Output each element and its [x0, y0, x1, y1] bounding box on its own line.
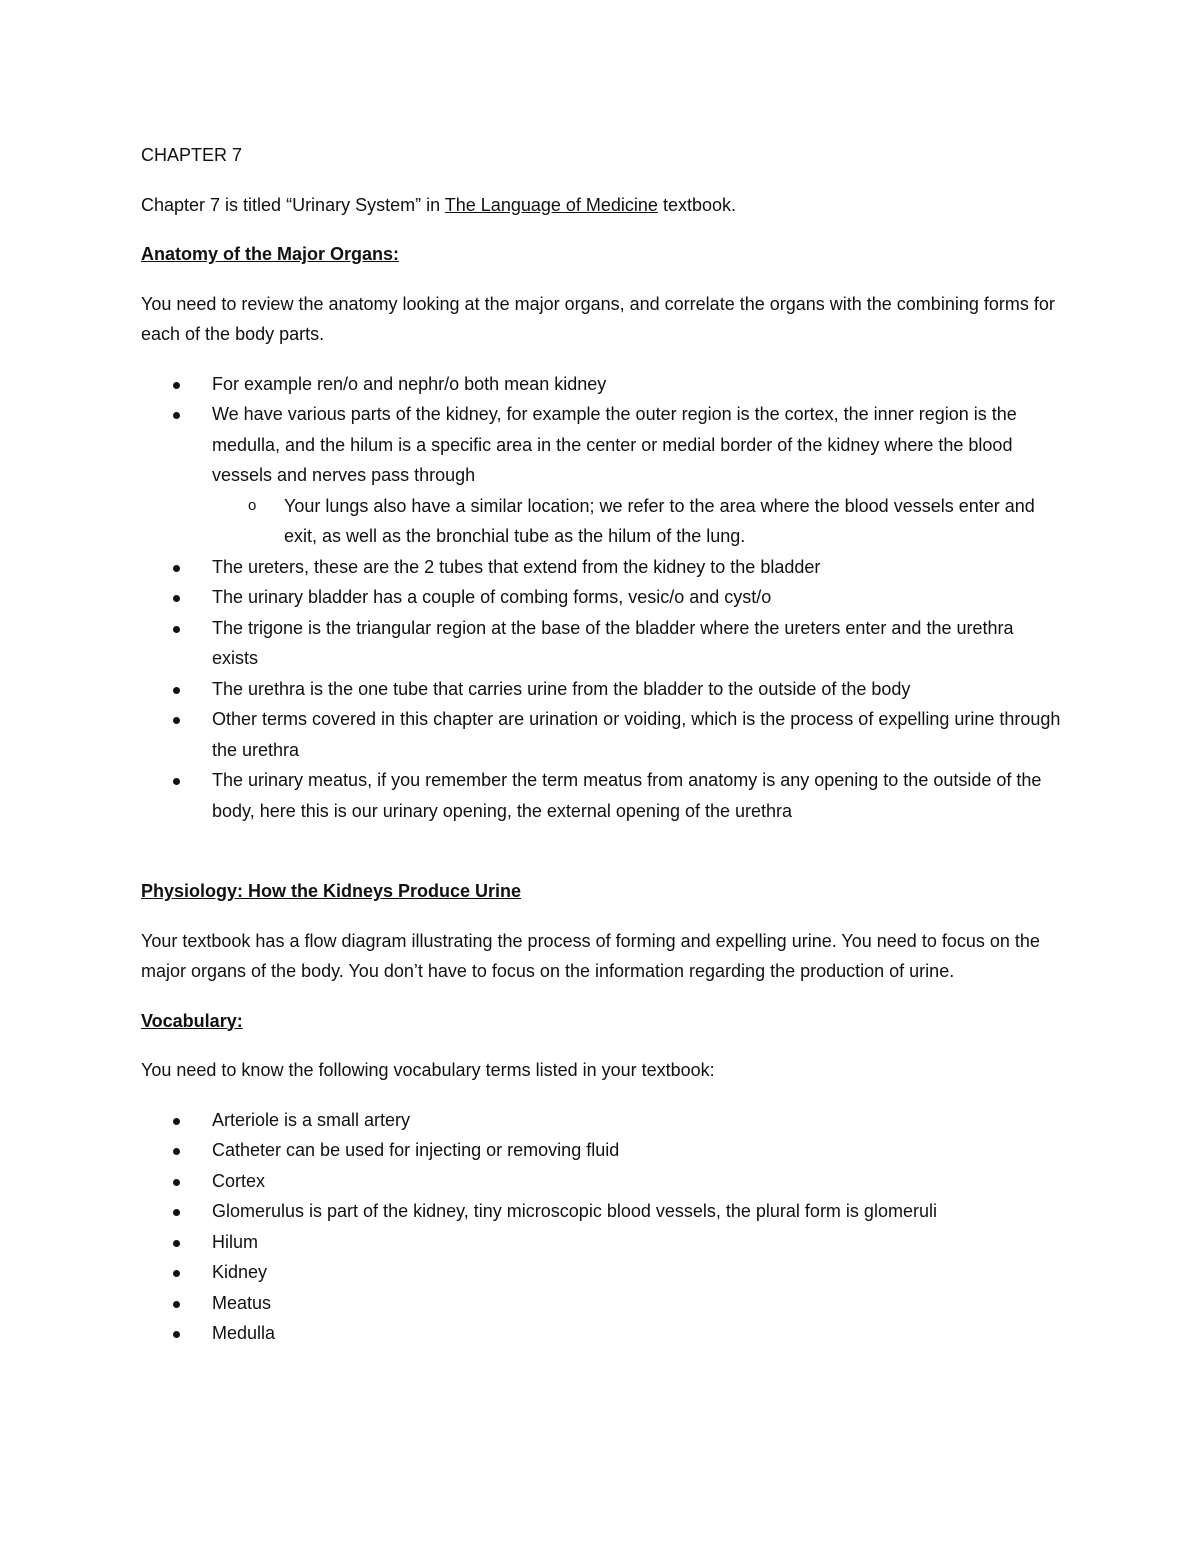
list-item	[141, 369, 1061, 400]
list-item	[141, 1166, 1061, 1197]
vocabulary-heading: Vocabulary:	[141, 1010, 243, 1031]
list-item	[141, 1227, 1061, 1258]
list-item-text: For example ren/o and nephr/o both mean kidney	[212, 373, 607, 394]
bullet-icon	[173, 412, 180, 419]
intro-text-before: Chapter 7 is titled “Urinary System” in	[141, 194, 445, 215]
document-page	[141, 140, 1061, 1349]
list-item	[141, 674, 1061, 705]
list-item-text: We have various parts of the kidney, for example the outer region is the cortex, the inner region is the medulla, and the hilum is a specific area in the center or medial border of the kidney where the blood vessels and nerves pass through	[212, 404, 1017, 485]
list-item	[141, 1196, 1061, 1227]
list-item-text: The trigone is the triangular region at the base of the bladder where the ureters enter and the urethra exists	[212, 617, 1014, 668]
bullet-icon	[173, 1301, 180, 1308]
sub-list-item-text: Your lungs also have a similar location; we refer to the area where the blood vessels enter and exit, as well as the bronchial tube as the hilum of the lung.	[284, 495, 1035, 546]
physiology-paragraph: Your textbook has a flow diagram illustrating the process of forming and expelling urine. You need to focus on the major organs of the body. You don’t have to focus on the information regarding the production of urine.	[141, 930, 1040, 981]
section-spacer	[141, 826, 1061, 876]
bullet-icon	[173, 1179, 180, 1186]
anatomy-sub-list	[212, 491, 1061, 552]
list-item	[141, 399, 1061, 552]
anatomy-list	[141, 369, 1061, 827]
list-item-text: Hilum	[212, 1231, 259, 1252]
list-item-text: The urinary meatus, if you remember the term meatus from anatomy is any opening to the outside of the body, here this is our urinary opening, the external opening of the urethra	[212, 770, 1042, 821]
list-item	[141, 1135, 1061, 1166]
bullet-icon	[173, 1148, 180, 1155]
bullet-icon	[173, 1240, 180, 1247]
list-item-text: The urethra is the one tube that carries urine from the bladder to the outside of the body	[212, 678, 911, 699]
bullet-icon	[173, 565, 180, 572]
bullet-icon	[173, 687, 180, 694]
vocabulary-intro: You need to know the following vocabulary terms listed in your textbook:	[141, 1060, 715, 1080]
list-item-text: Arteriole is a small artery	[212, 1109, 411, 1130]
intro-text-after: textbook.	[657, 194, 736, 215]
list-item	[141, 1288, 1061, 1319]
bullet-icon	[173, 626, 180, 633]
bullet-icon	[173, 778, 180, 785]
bullet-icon	[173, 1331, 180, 1338]
intro-paragraph	[141, 190, 1061, 221]
bullet-icon	[173, 1209, 180, 1216]
list-item	[141, 704, 1061, 765]
list-item	[141, 613, 1061, 674]
physiology-heading: Physiology: How the Kidneys Produce Urine	[141, 881, 522, 901]
book-title: The Language of Medicine	[444, 194, 658, 215]
list-item-text: Meatus	[212, 1292, 272, 1313]
list-item-text: Medulla	[212, 1323, 276, 1343]
sub-list-item	[212, 491, 1061, 552]
list-item-text: Catheter can be used for injecting or removing fluid	[212, 1140, 620, 1160]
bullet-icon	[173, 595, 180, 602]
vocabulary-list	[141, 1105, 1061, 1349]
list-item	[141, 1318, 1061, 1349]
anatomy-intro: You need to review the anatomy looking at the major organs, and correlate the organs with the combining forms for each of the body parts.	[141, 293, 1055, 344]
list-item-text: The urinary bladder has a couple of combing forms, vesic/o and cyst/o	[212, 587, 772, 607]
bullet-icon	[173, 1270, 180, 1277]
list-item	[141, 552, 1061, 583]
list-item-text: Cortex	[212, 1170, 266, 1191]
list-item-text: The ureters, these are the 2 tubes that extend from the kidney to the bladder	[212, 556, 821, 577]
bullet-icon	[173, 717, 180, 724]
list-item	[141, 582, 1061, 613]
list-item	[141, 765, 1061, 826]
list-item	[141, 1257, 1061, 1288]
list-item	[141, 1105, 1061, 1136]
bullet-icon	[173, 382, 180, 389]
list-item-text: Glomerulus is part of the kidney, tiny microscopic blood vessels, the plural form is glomeruli	[212, 1201, 937, 1221]
bullet-icon	[173, 1118, 180, 1125]
hollow-bullet-icon: o	[248, 496, 257, 514]
chapter-heading: CHAPTER 7	[141, 145, 243, 165]
list-item-text: Kidney	[212, 1262, 268, 1282]
anatomy-heading: Anatomy of the Major Organs:	[141, 244, 400, 264]
list-item-text: Other terms covered in this chapter are urination or voiding, which is the process of expelling urine through the urethra	[212, 709, 1061, 760]
